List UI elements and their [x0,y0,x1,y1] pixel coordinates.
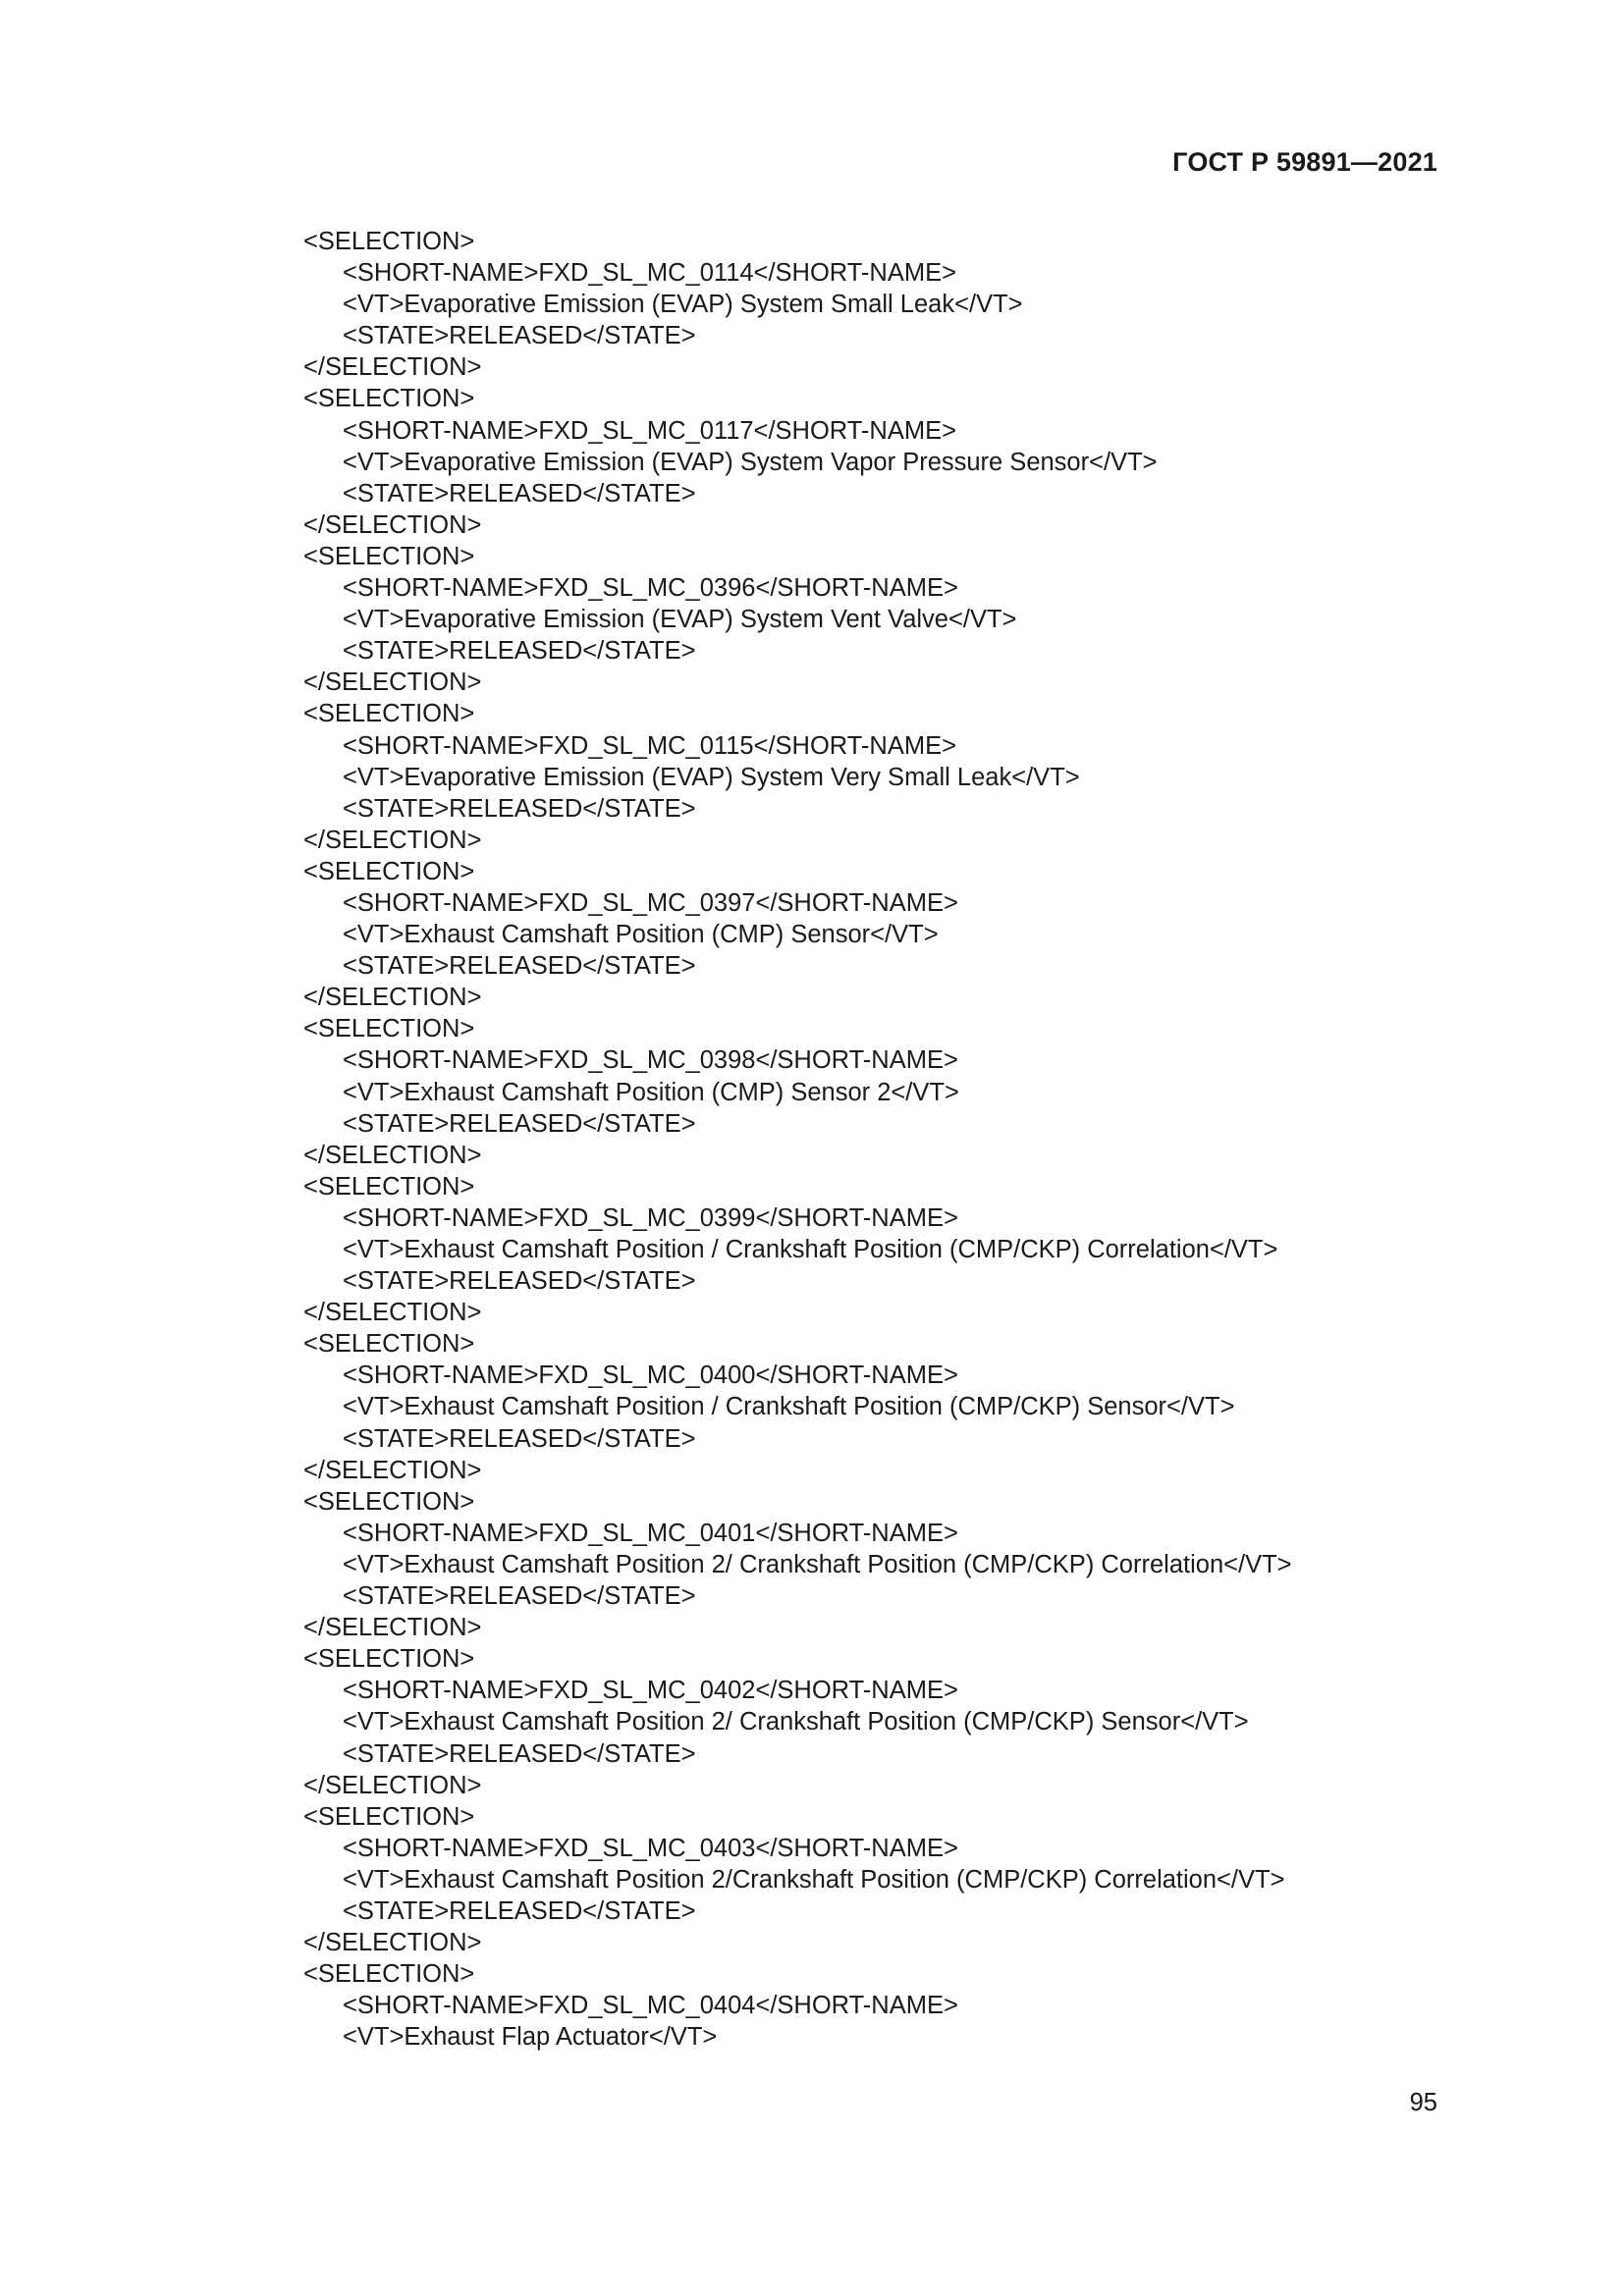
code-line: <VT>Evaporative Emission (EVAP) System Vapor Pressure Sensor</VT> [343,448,1158,476]
code-line: </SELECTION> [303,1929,482,1957]
code-line: <VT>Exhaust Camshaft Position / Crankshaft Position (CMP/CKP) Sensor</VT> [343,1393,1235,1421]
code-line: <SHORT-NAME>FXD_SL_MC_0396</SHORT-NAME> [343,574,958,603]
code-line: <STATE>RELEASED</STATE> [343,1896,696,1925]
code-line: <SHORT-NAME>FXD_SL_MC_0401</SHORT-NAME> [343,1519,958,1547]
code-line: <SHORT-NAME>FXD_SL_MC_0114</SHORT-NAME> [343,259,956,288]
code-line: <STATE>RELEASED</STATE> [343,1582,696,1611]
code-line: <VT>Exhaust Camshaft Position 2/ Crankshaft Position (CMP/CKP) Sensor</VT> [343,1708,1249,1736]
code-line: </SELECTION> [303,1771,482,1799]
code-line: <STATE>RELEASED</STATE> [343,322,696,350]
code-line: </SELECTION> [303,826,482,854]
code-line: <VT>Exhaust Flap Actuator</VT> [343,2023,718,2052]
code-line: </SELECTION> [303,984,482,1012]
code-line: <STATE>RELEASED</STATE> [343,1267,696,1296]
code-line: <SHORT-NAME>FXD_SL_MC_0404</SHORT-NAME> [343,1992,958,2020]
code-line: <SELECTION> [303,700,475,728]
code-line: <VT>Evaporative Emission (EVAP) System Small Leak</VT> [343,291,1023,319]
code-line: <SHORT-NAME>FXD_SL_MC_0117</SHORT-NAME> [343,416,956,445]
code-line: <SELECTION> [303,1487,475,1516]
code-line: <SHORT-NAME>FXD_SL_MC_0400</SHORT-NAME> [343,1362,958,1390]
code-line: <SELECTION> [303,1172,475,1201]
code-line: <STATE>RELEASED</STATE> [343,1109,696,1138]
code-line: <VT>Exhaust Camshaft Position 2/ Crankshaft Position (CMP/CKP) Correlation</VT> [343,1550,1292,1578]
code-line: <STATE>RELEASED</STATE> [343,794,696,823]
code-line: <VT>Evaporative Emission (EVAP) System Vent Valve</VT> [343,606,1017,634]
code-line: <STATE>RELEASED</STATE> [343,637,696,666]
code-line: </SELECTION> [303,1141,482,1169]
code-line: <SHORT-NAME>FXD_SL_MC_0402</SHORT-NAME> [343,1677,958,1705]
code-line: <SHORT-NAME>FXD_SL_MC_0397</SHORT-NAME> [343,888,958,917]
code-line: <SELECTION> [303,1015,475,1043]
code-line: <SHORT-NAME>FXD_SL_MC_0403</SHORT-NAME> [343,1834,958,1862]
code-line: <SELECTION> [303,857,475,885]
code-line: </SELECTION> [303,1614,482,1642]
code-line: <VT>Exhaust Camshaft Position (CMP) Sensor 2</VT> [343,1078,959,1106]
code-line: <SELECTION> [303,1645,475,1674]
code-line: <SELECTION> [303,1960,475,1989]
code-line: <VT>Exhaust Camshaft Position / Crankshaft Position (CMP/CKP) Correlation</VT> [343,1236,1278,1263]
code-line: </SELECTION> [303,1299,482,1327]
code-line: <STATE>RELEASED</STATE> [343,1739,696,1768]
code-line: </SELECTION> [303,353,482,382]
code-line: <STATE>RELEASED</STATE> [343,1424,696,1453]
code-line: <SELECTION> [303,1802,475,1831]
code-line: <SHORT-NAME>FXD_SL_MC_0398</SHORT-NAME> [343,1046,958,1075]
code-line: <SELECTION> [303,385,475,413]
code-line: <STATE>RELEASED</STATE> [343,479,696,507]
xml-code-listing [303,226,1292,2053]
code-line: <SELECTION> [303,1330,475,1359]
code-line: <STATE>RELEASED</STATE> [343,952,696,981]
code-line: </SELECTION> [303,510,482,539]
page-number: 95 [1409,2089,1437,2116]
code-line: </SELECTION> [303,668,482,697]
code-line: <SHORT-NAME>FXD_SL_MC_0115</SHORT-NAME> [343,731,956,760]
standard-identifier: ГОСТ Р 59891—2021 [1172,147,1437,177]
code-line: <SELECTION> [303,542,475,570]
document-header [1172,147,1437,178]
code-line: <VT>Exhaust Camshaft Position (CMP) Sensor</VT> [343,921,939,949]
code-line: <VT>Exhaust Camshaft Position 2/Crankshaft Position (CMP/CKP) Correlation</VT> [343,1865,1285,1894]
code-line: <VT>Evaporative Emission (EVAP) System Very Small Leak</VT> [343,763,1080,791]
code-line: <SHORT-NAME>FXD_SL_MC_0399</SHORT-NAME> [343,1203,958,1232]
code-line: </SELECTION> [303,1456,482,1484]
code-line: <SELECTION> [303,228,475,255]
